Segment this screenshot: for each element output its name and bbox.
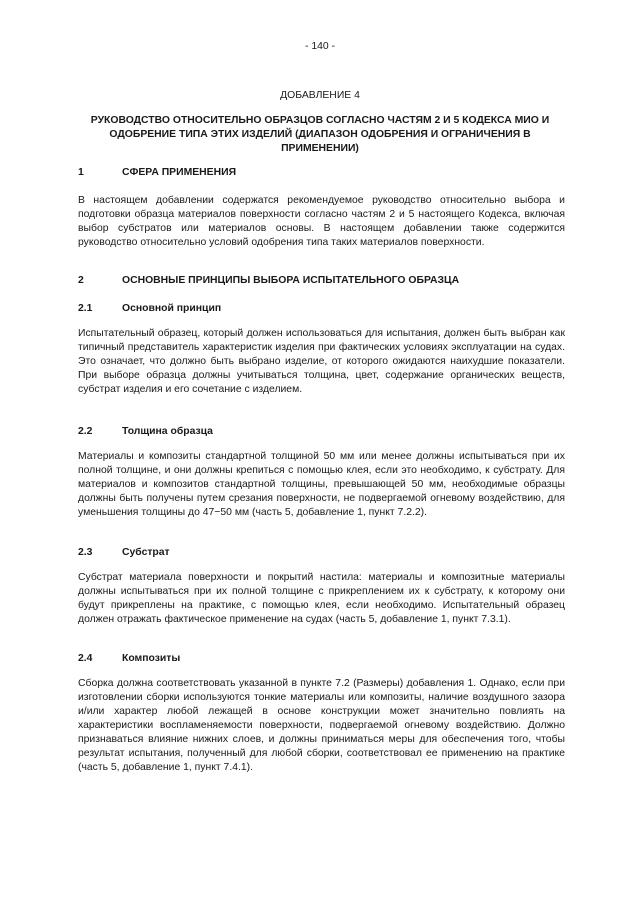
section-2-4-text: Сборка должна соответствовать указанной в пункте 7.2 (Размеры) добавления 1. Однако, если при изготовлении сборки используются тонкие материалы или композиты, наличие воздушного зазора и/или характер любой лежащей в основе конструкции может значительно повлиять на характеристики воспламеняемости поверхности, подвергаемой огневому воздействию. Должно признаваться влияние нижних слоев, и должны приниматься меры для обеспечения того, чтобы результат испытания, полученный для любой сборки, соответствовал ее применению на практике (часть 5, добавление 1, пункт 7.4.1). <box>78 678 565 773</box>
appendix-title: ДОБАВЛЕНИЕ 4 <box>280 90 360 101</box>
section-1-number: 1 <box>78 167 84 178</box>
section-2-title: ОСНОВНЫЕ ПРИНЦИПЫ ВЫБОРА ИСПЫТАТЕЛЬНОГО ОБРАЗЦА <box>122 275 460 286</box>
section-2-1-number: 2.1 <box>78 303 93 314</box>
section-2-2-text: Материалы и композиты стандартной толщиной 50 мм или менее должны испытываться при их полной толщине, и они должны крепиться с помощью клея, если это необходимо, к субстрату. Для материалов и композитов стандартной толщины, превышающей 50 мм, необходимые образцы должны быть получены путем срезания поверхности, не подвергаемой огневому воздействию, для уменьшения толщины до 47−50 мм (часть 5, добавление 1, пункт 7.2.2). <box>78 451 565 518</box>
main-title: РУКОВОДСТВО ОТНОСИТЕЛЬНО ОБРАЗЦОВ СОГЛАСНО ЧАСТЯМ 2 И 5 КОДЕКСА МИО И ОДОБРЕНИЕ ТИПА ЭТИХ ИЗДЕЛИЙ (ДИАПАЗОН ОДОБРЕНИЯ И ОГРАНИЧЕНИЯ В ПРИМЕНЕНИИ) <box>90 115 550 154</box>
section-2-3-number: 2.3 <box>78 547 93 558</box>
section-2-number: 2 <box>78 275 84 286</box>
section-1-title: СФЕРА ПРИМЕНЕНИЯ <box>122 167 237 178</box>
section-1-text: В настоящем добавлении содержатся рекомендуемое руководство относительно выбора и подготовки образца материалов поверхности согласно частям 2 и 5 настоящего Кодекса, включая выбор субстратов или материалов основы. В настоящем добавлении также содержится руководство относительно условий одобрения типа таких материалов поверхности. <box>78 195 565 248</box>
section-2-4-heading <box>78 652 180 666</box>
section-2-1-text: Испытательный образец, который должен использоваться для испытания, должен быть выбран как типичный представитель характеристик изделия при фактических условиях эксплуатации на судах. Это означает, что должно быть выбрано изделие, от которого ожидаются наихудшие показатели. При выборе образца должны учитываться толщина, цвет, содержание органических веществ, субстрат изделия и его сочетание с изделием. <box>78 328 565 395</box>
page-number: - 140 - <box>304 41 336 52</box>
section-1-heading <box>78 166 236 180</box>
section-2-2-number: 2.2 <box>78 426 93 437</box>
section-2-1-heading <box>78 302 221 316</box>
section-2-1-title: Основной принцип <box>122 303 222 314</box>
section-2-3-title: Субстрат <box>122 547 170 558</box>
section-2-2-title: Толщина образца <box>122 426 213 437</box>
section-2-4-title: Композиты <box>122 653 181 664</box>
section-2-2-heading <box>78 425 213 439</box>
section-2-heading <box>78 274 459 288</box>
section-2-4-number: 2.4 <box>78 653 93 664</box>
section-2-3-heading <box>78 546 170 560</box>
section-2-3-text: Субстрат материала поверхности и покрытий настила: материалы и композитные материалы должны испытываться при их полной толщине с прикреплением их к субстрату, к которому они будут прикреплены на практике, с помощью клея, если необходимо. Испытательный образец должен отражать фактическое применение на судах (часть 5, добавление 1, пункт 7.3.1). <box>78 572 565 625</box>
